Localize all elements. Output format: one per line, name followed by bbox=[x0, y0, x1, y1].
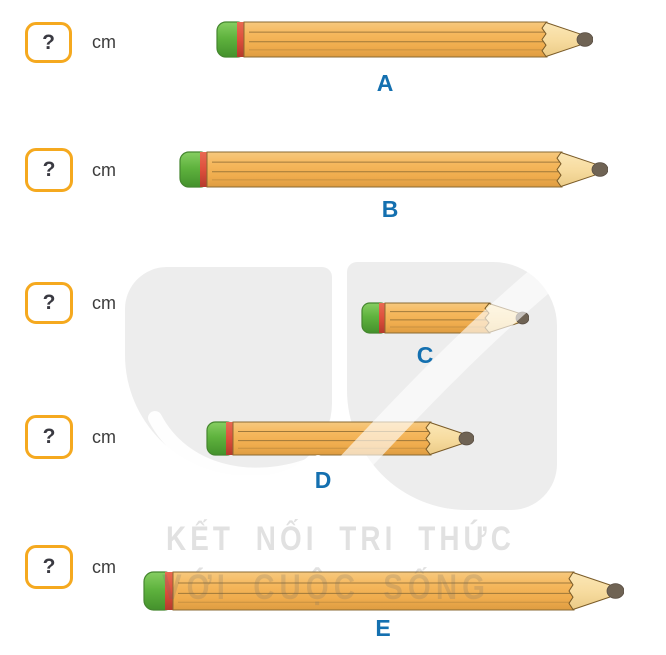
unit-label: cm bbox=[92, 159, 116, 180]
answer-box-E[interactable] bbox=[25, 545, 73, 589]
watermark-text-line1: KẾT NỐI TRI THỨC bbox=[166, 520, 516, 558]
pencil-illustration-A bbox=[216, 21, 593, 58]
pencil-label-D: D bbox=[314, 467, 332, 493]
question-mark: ? bbox=[42, 555, 56, 578]
pencil-illustration-E bbox=[143, 571, 624, 611]
answer-box-B[interactable] bbox=[25, 148, 73, 192]
question-mark: ? bbox=[42, 30, 55, 54]
question-mark: ? bbox=[42, 425, 56, 448]
question-mark: ? bbox=[42, 158, 56, 181]
watermark-leaf-right-icon bbox=[347, 262, 557, 510]
pencil-label-B: B bbox=[381, 196, 399, 222]
answer-box-D[interactable] bbox=[25, 415, 73, 459]
pencil-label-C: C bbox=[416, 342, 434, 368]
unit-label: cm bbox=[92, 426, 116, 447]
pencil-illustration-D bbox=[206, 421, 474, 456]
question-mark: ? bbox=[42, 291, 56, 314]
pencil-label-E: E bbox=[375, 615, 391, 641]
unit-label: cm bbox=[92, 556, 116, 577]
pencil-illustration-C bbox=[361, 302, 529, 334]
unit-label: cm bbox=[92, 32, 116, 52]
answer-box-A[interactable] bbox=[25, 22, 72, 63]
pencil-label-A: A bbox=[376, 70, 394, 96]
watermark-text-line2: VỚI CUỘC SỐNG bbox=[162, 568, 491, 607]
answer-box-C[interactable] bbox=[25, 282, 73, 324]
pencil-illustration-B bbox=[179, 151, 608, 188]
unit-label: cm bbox=[92, 292, 116, 313]
